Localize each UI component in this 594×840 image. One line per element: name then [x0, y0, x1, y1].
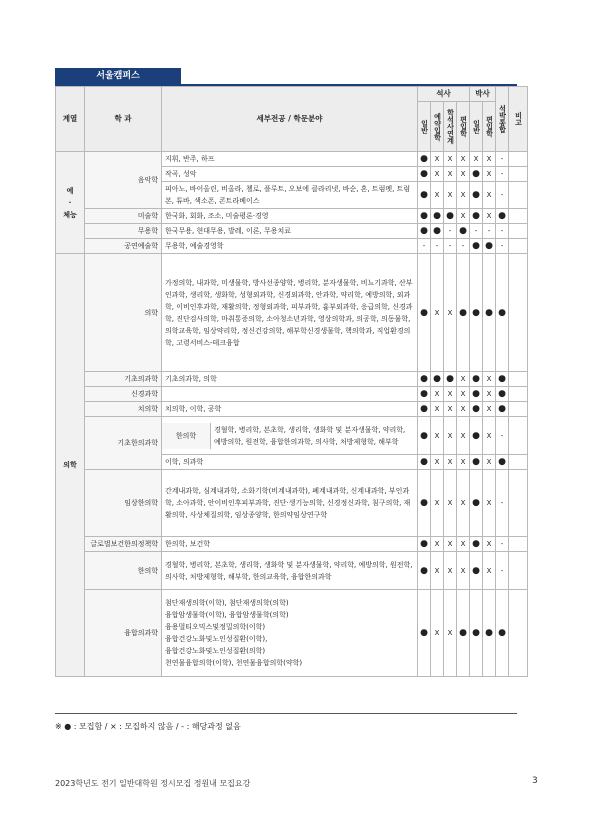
mark-cell: ●: [457, 224, 470, 239]
table-row: [56, 372, 528, 387]
mark-cell: X: [457, 152, 470, 167]
mark-cell: ●: [470, 402, 483, 417]
note-cell: [509, 537, 528, 552]
mark-cell: X: [457, 209, 470, 224]
dept-cell: 임상한의학: [85, 470, 162, 537]
mark-cell: ●: [431, 372, 444, 387]
header-combined: 석박통합: [496, 87, 509, 152]
mark-cell: X: [431, 152, 444, 167]
dept-cell: 음악학: [85, 152, 162, 209]
dept-cell: 공연예술학: [85, 239, 162, 254]
mark-cell: X: [444, 254, 457, 372]
mark-cell: -: [483, 224, 496, 239]
detail-cell: 지휘, 반주, 하프: [162, 152, 418, 167]
mark-cell: -: [496, 167, 509, 182]
detail-cell: 치의학, 이학, 공학: [162, 402, 418, 417]
mark-cell: -: [496, 417, 509, 455]
mark-cell: ●: [470, 209, 483, 224]
mark-cell: X: [483, 167, 496, 182]
header-doctor: 박사: [470, 87, 496, 102]
mark-cell: ●: [496, 455, 509, 470]
mark-cell: ●: [444, 209, 457, 224]
field-cell: 예 · 체능: [56, 152, 85, 254]
note-cell: [509, 552, 528, 590]
header-m-transfer: 편입학: [457, 102, 470, 152]
mark-cell: ●: [470, 254, 483, 372]
detail-cell: 간계내과학, 심계내과학, 소화기학(비계내과학), 폐계내과학, 신계내과학, 부인과학, 소아과학, 안이비인후피부과학, 진단·생기능의학, 신경정신과학, 침구의학, 재활의학, 사상체질의학, 임상종양학, 한의약임상연구학: [162, 470, 418, 537]
detail-text: 경혈학, 병리학, 본초학, 생리학, 생화학 및 분자생물학, 약리학, 예방의학, 원전학, 융합한의과학, 의사학, 처방제형학, 해부학: [214, 425, 406, 446]
mark-cell: X: [431, 402, 444, 417]
mark-cell: X: [457, 552, 470, 590]
mark-cell: X: [444, 387, 457, 402]
note-cell: [509, 167, 528, 182]
dept-cell: 융합의과학: [85, 590, 162, 677]
mark-cell: X: [431, 167, 444, 182]
table-row: [56, 417, 528, 455]
note-cell: [509, 224, 528, 239]
mark-cell: ●: [457, 254, 470, 372]
dept-cell: 한의학: [85, 552, 162, 590]
mark-cell: X: [431, 537, 444, 552]
note-cell: [509, 372, 528, 387]
note-cell: [509, 152, 528, 167]
dept-cell: 무용학: [85, 224, 162, 239]
mark-cell: X: [444, 455, 457, 470]
table-row: [56, 152, 528, 167]
mark-cell: ●: [470, 182, 483, 209]
page-number: 3: [532, 776, 538, 786]
mark-cell: X: [483, 552, 496, 590]
mark-cell: X: [431, 455, 444, 470]
mark-cell: X: [457, 167, 470, 182]
mark-cell: -: [496, 470, 509, 537]
mark-cell: X: [483, 417, 496, 455]
mark-cell: ●: [496, 209, 509, 224]
table-row: [56, 470, 528, 537]
table-row: [56, 537, 528, 552]
mark-cell: -: [470, 224, 483, 239]
note-cell: [509, 182, 528, 209]
detail-cell: 한국화, 회화, 조소, 미술평론·경영: [162, 209, 418, 224]
note-cell: [509, 209, 528, 224]
mark-cell: -: [444, 239, 457, 254]
mark-cell: ●: [496, 402, 509, 417]
mark-cell: X: [457, 402, 470, 417]
mark-cell: ●: [444, 372, 457, 387]
table-row: [56, 224, 528, 239]
mark-cell: X: [457, 537, 470, 552]
mark-cell: ●: [418, 152, 431, 167]
note-cell: [509, 470, 528, 537]
detail-cell: 피아노, 바이올린, 비올라, 첼로, 플루트, 오보에 클라리넷, 바순, 혼, 트럼펫, 트럼본, 튜바, 색소폰, 콘트라베이스: [162, 182, 418, 209]
mark-cell: ●: [483, 239, 496, 254]
mark-cell: X: [444, 402, 457, 417]
dept-cell: 기초한의과학: [85, 417, 162, 470]
note-cell: [509, 254, 528, 372]
header-d-general: 일반: [470, 102, 483, 152]
mark-cell: X: [431, 470, 444, 537]
header-d-transfer: 편입학: [483, 102, 496, 152]
mark-cell: X: [444, 470, 457, 537]
mark-cell: ●: [470, 470, 483, 537]
mark-cell: ●: [470, 417, 483, 455]
table-row: [56, 387, 528, 402]
mark-cell: -: [457, 239, 470, 254]
mark-cell: ●: [431, 209, 444, 224]
mark-cell: X: [457, 455, 470, 470]
mark-cell: X: [444, 417, 457, 455]
mark-cell: ●: [470, 167, 483, 182]
mark-cell: -: [496, 182, 509, 209]
mark-cell: X: [457, 387, 470, 402]
mark-cell: X: [483, 387, 496, 402]
mark-cell: ●: [418, 387, 431, 402]
detail-cell: 첨단재생의학(이학), 첨단재생의학(의학) 융합암생물학(이학), 융합암생물학(의학) 융용멀티오믹스및정밀의학(이학) 융합건강노화및노인성질환(이학), 융합건강노화및노인성질환(의학) 천연물융합의학(이학), 천연물융합의학(약학): [162, 590, 418, 677]
mark-cell: ●: [496, 372, 509, 387]
mark-cell: X: [431, 387, 444, 402]
field-cell: 의학: [56, 254, 85, 677]
detail-cell: 이학, 의과학: [162, 455, 418, 470]
mark-cell: X: [483, 152, 496, 167]
mark-cell: X: [470, 152, 483, 167]
detail-cell: 한의학, 보건학: [162, 537, 418, 552]
mark-cell: ●: [418, 552, 431, 590]
mark-cell: ●: [470, 537, 483, 552]
mark-cell: -: [496, 224, 509, 239]
mark-cell: ●: [418, 470, 431, 537]
note-cell: [509, 455, 528, 470]
mark-cell: ●: [418, 402, 431, 417]
detail-cell: [162, 387, 418, 402]
detail-cell: 기초의과학, 의학: [162, 372, 418, 387]
mark-cell: X: [457, 470, 470, 537]
mark-cell: X: [483, 402, 496, 417]
mark-cell: X: [444, 552, 457, 590]
detail-cell: 경혈학, 병리학, 본초학, 생리학, 생화학 및 분자생물학, 약리학, 예방의학, 원전학, 의사학, 처방제형학, 해부학, 한의교육학, 융합한의과학: [162, 552, 418, 590]
mark-cell: -: [496, 537, 509, 552]
table-row: [56, 590, 528, 677]
mark-cell: X: [444, 590, 457, 677]
mark-cell: ●: [418, 417, 431, 455]
mark-cell: ●: [418, 182, 431, 209]
mark-cell: ●: [483, 590, 496, 677]
note-cell: [509, 417, 528, 455]
mark-cell: ●: [496, 590, 509, 677]
dept-cell: 치의학: [85, 402, 162, 417]
mark-cell: X: [431, 552, 444, 590]
mark-cell: X: [457, 182, 470, 209]
mark-cell: X: [444, 182, 457, 209]
mark-cell: X: [431, 254, 444, 372]
mark-cell: ●: [457, 590, 470, 677]
mark-cell: ●: [496, 254, 509, 372]
mark-cell: ●: [470, 455, 483, 470]
mark-cell: X: [444, 167, 457, 182]
header-dept: 학 과: [85, 87, 162, 152]
header-field: 계열: [56, 87, 85, 152]
table-row: [56, 209, 528, 224]
mark-cell: X: [483, 209, 496, 224]
header-m-linked: 학석사연계: [444, 102, 457, 152]
dept-cell: 기초의과학: [85, 372, 162, 387]
mark-cell: X: [483, 372, 496, 387]
mark-cell: -: [496, 239, 509, 254]
header-masters: 석사: [418, 87, 470, 102]
mark-cell: ●: [470, 590, 483, 677]
header-m-reserved: 예약입학: [431, 102, 444, 152]
mark-cell: ●: [418, 455, 431, 470]
mark-cell: ●: [418, 590, 431, 677]
dept-cell: 의학: [85, 254, 162, 372]
mark-cell: ●: [418, 254, 431, 372]
sub-dept-label: 한의학: [162, 423, 211, 449]
note-cell: [509, 590, 528, 677]
mark-cell: ●: [418, 372, 431, 387]
mark-cell: ●: [431, 224, 444, 239]
mark-cell: ●: [470, 239, 483, 254]
mark-cell: X: [457, 372, 470, 387]
header-note: 비고: [509, 87, 528, 152]
mark-cell: X: [444, 152, 457, 167]
dept-cell: 글로벌보건한의정책학: [85, 537, 162, 552]
mark-cell: ●: [470, 387, 483, 402]
detail-cell: [162, 417, 418, 455]
mark-cell: X: [483, 455, 496, 470]
mark-cell: -: [444, 224, 457, 239]
mark-cell: ●: [470, 552, 483, 590]
mark-cell: X: [457, 417, 470, 455]
legend-note: ※ ● : 모집함 / × : 모집하지 않음 / - : 해당과정 없음: [55, 722, 241, 731]
page-footer: 2023학년도 전기 일반대학원 정시모집 정원내 모집요강: [55, 779, 251, 788]
mark-cell: X: [483, 182, 496, 209]
mark-cell: -: [418, 239, 431, 254]
mark-cell: X: [444, 537, 457, 552]
detail-cell: 작곡, 성악: [162, 167, 418, 182]
mark-cell: -: [496, 152, 509, 167]
mark-cell: X: [431, 590, 444, 677]
detail-cell: 무용학, 예술경영학: [162, 239, 418, 254]
dept-cell: 미술학: [85, 209, 162, 224]
mark-cell: -: [431, 239, 444, 254]
mark-cell: X: [431, 182, 444, 209]
mark-cell: ●: [418, 167, 431, 182]
mark-cell: ●: [496, 387, 509, 402]
note-cell: [509, 402, 528, 417]
table-row: [56, 254, 528, 372]
header-detail: 세부전공 / 학문분야: [162, 87, 418, 152]
campus-tab: 서울캠퍼스: [55, 68, 181, 84]
mark-cell: ●: [418, 537, 431, 552]
dept-cell: 신경과학: [85, 387, 162, 402]
mark-cell: ●: [418, 209, 431, 224]
table-row: [56, 402, 528, 417]
table-row: [56, 552, 528, 590]
table-bottom-rule: [55, 713, 517, 714]
mark-cell: ●: [483, 254, 496, 372]
detail-cell: 가정의학, 내과학, 미생물학, 방사선종양학, 병리학, 분자생물학, 비뇨기과학, 산부인과학, 생리학, 생화학, 성형외과학, 신경외과학, 안과학, 약리학, 예방의학, 외과학, 이비인후과학, 재활의학, 정형외과학, 피부과학, 흉부외과학, 응급의학, 신경과학, 진단검사의학, 마취통증의학, 소아청소년과학, 영상의학과, 의공학, 의동물학, 의학교육학, 임상약리학, 정신건강의학, 해부학신경생물학, 핵의학과, 직업환경의학, 고령서비스-테크융합: [162, 254, 418, 372]
note-cell: [509, 387, 528, 402]
mark-cell: X: [431, 417, 444, 455]
mark-cell: -: [496, 552, 509, 590]
header-m-general: 일반: [418, 102, 431, 152]
admission-table: [55, 86, 528, 677]
mark-cell: X: [483, 537, 496, 552]
mark-cell: ●: [470, 372, 483, 387]
mark-cell: X: [483, 470, 496, 537]
note-cell: [509, 239, 528, 254]
table-row: [56, 239, 528, 254]
mark-cell: ●: [418, 224, 431, 239]
detail-cell: 한국무용, 현대무용, 발레, 이론, 무용치료: [162, 224, 418, 239]
